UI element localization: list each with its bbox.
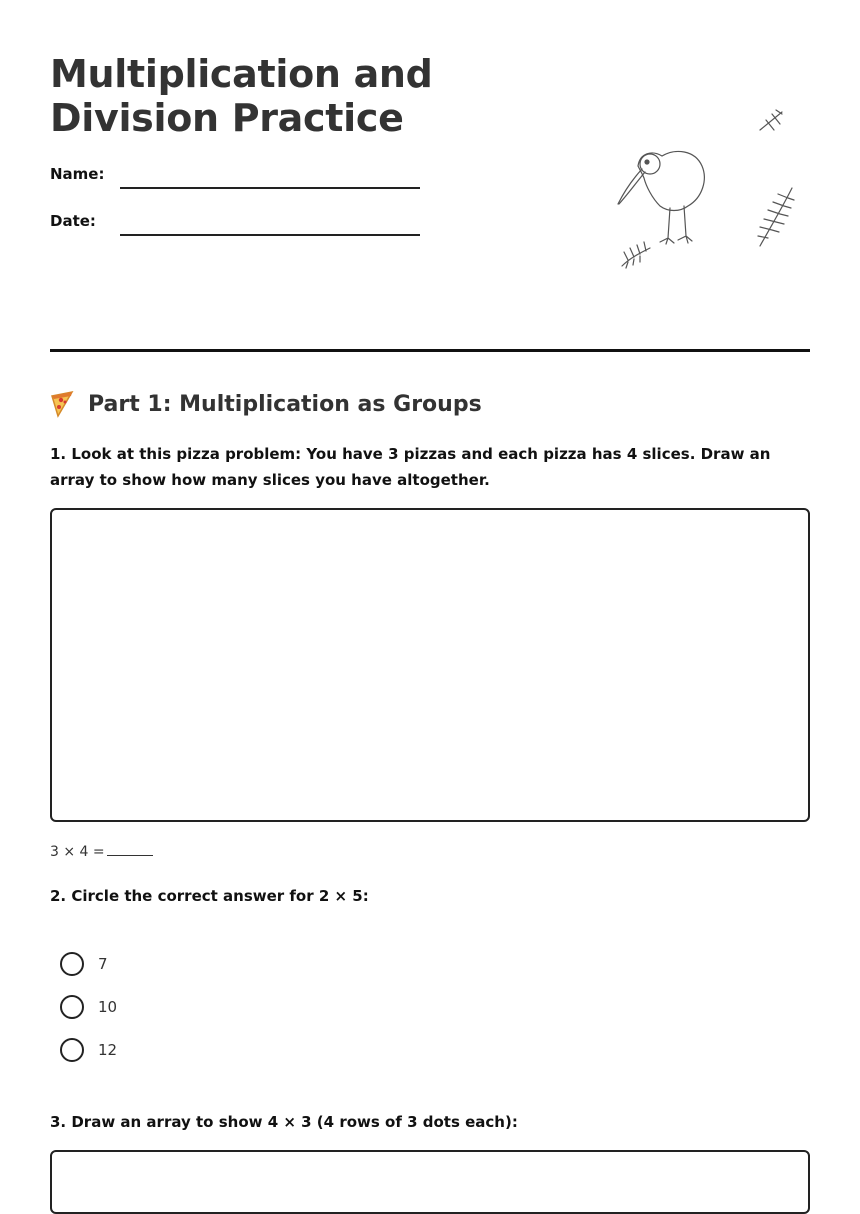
question-2-text: 2. Circle the correct answer for 2 × 5: [50, 887, 369, 905]
option-label: 12 [98, 1041, 118, 1059]
question-1-drawing-area[interactable] [50, 508, 810, 822]
question-2-option-12[interactable] [60, 1038, 117, 1062]
section-divider [50, 349, 810, 352]
worksheet-title: Multiplication and Division Practice [50, 52, 433, 140]
question-1-equation [50, 842, 153, 860]
option-label: 7 [98, 955, 108, 973]
option-label: 10 [98, 998, 118, 1016]
part1-heading-text: Part 1: Multiplication as Groups [88, 391, 482, 417]
radio-circle-icon[interactable] [60, 952, 84, 976]
name-label: Name: [50, 165, 105, 183]
part1-heading [50, 388, 482, 420]
date-field[interactable] [120, 234, 420, 236]
question-2-option-7[interactable] [60, 952, 108, 976]
pizza-slice-icon [50, 390, 76, 418]
worksheet-page [50, 0, 810, 1161]
kiwi-bird-illustration [570, 48, 810, 278]
question-2-option-10[interactable] [60, 995, 117, 1019]
question-1-equation-text: 3 × 4 = [50, 844, 105, 860]
question-3-text: 3. Draw an array to show 4 × 3 (4 rows of 3 dots each): [50, 1113, 518, 1131]
name-field[interactable] [120, 187, 420, 189]
question-1-answer-blank[interactable] [107, 842, 153, 856]
question-3-drawing-area[interactable] [50, 1150, 810, 1214]
radio-circle-icon[interactable] [60, 1038, 84, 1062]
date-label: Date: [50, 212, 96, 230]
question-1-text: 1. Look at this pizza problem: You have 3 pizzas and each pizza has 4 slices. Draw an array to show how many slices you have altogether. [50, 445, 771, 489]
radio-circle-icon[interactable] [60, 995, 84, 1019]
